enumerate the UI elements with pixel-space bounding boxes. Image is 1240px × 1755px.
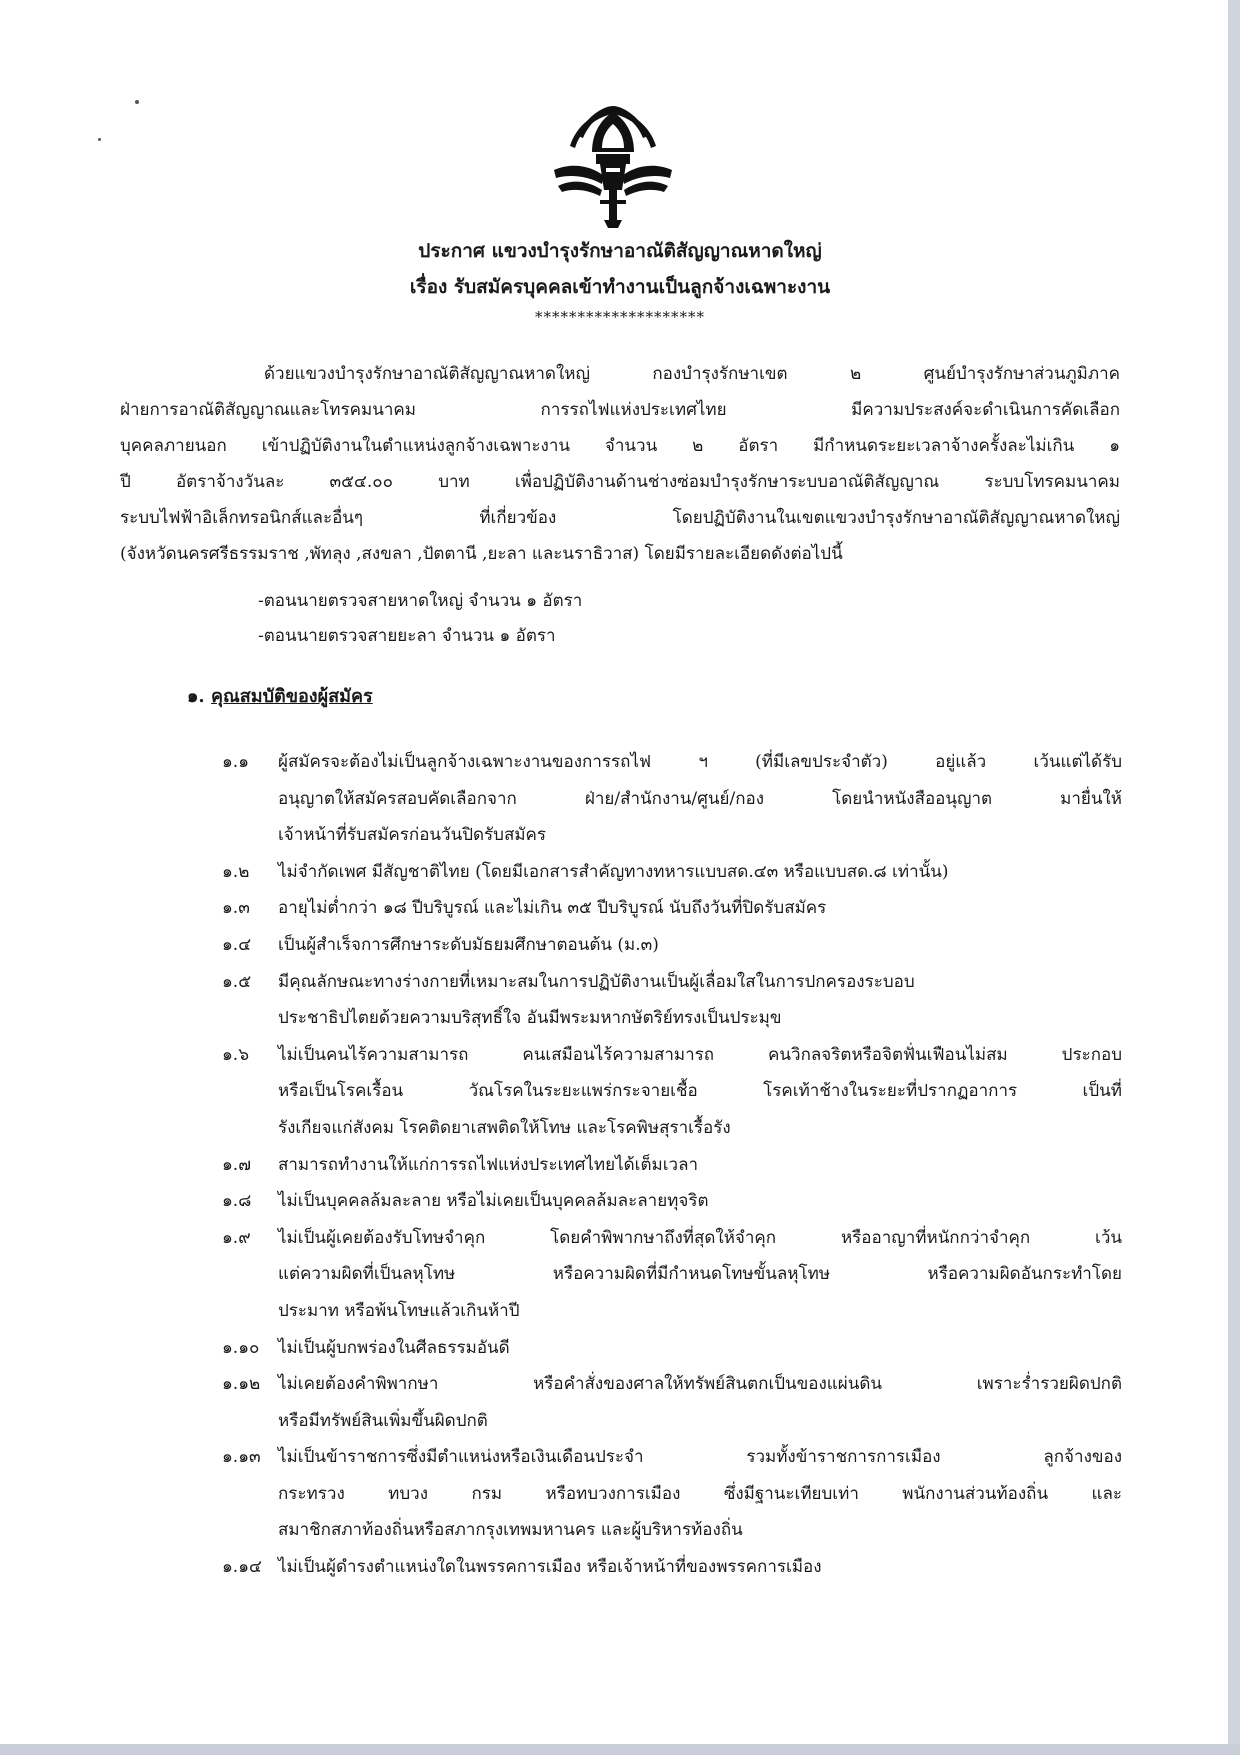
intro-line: ฝ่ายการอาณัติสัญญาณและโทรคมนาคม การรถไฟแห่งประเทศไทย มีความประสงค์จะดำเนินการคัดเลือก [120,400,1120,420]
item-number: ๑.๑๐ [222,1337,260,1358]
qualification-item [222,890,1122,927]
item-line: รังเกียจแก่สังคม โรคติดยาเสพติดให้โทษ และโรคพิษสุราเรื้อรัง [278,1117,731,1138]
scan-speck [135,100,139,104]
section-title: คุณสมบัติของผู้สมัคร [210,686,373,707]
item-line: ไม่เป็นข้าราชการซึ่งมีตำแหน่งหรือเงินเดือนประจำ รวมทั้งข้าราชการการเมือง ลูกจ้างของ [278,1447,1122,1468]
railway-emblem-icon [548,104,678,232]
item-number: ๑.๑๒ [222,1374,261,1395]
item-line: เป็นผู้สำเร็จการศึกษาระดับมัธยมศึกษาตอนต้น (ม.๓) [278,934,659,955]
item-line: แต่ความผิดที่เป็นลหุโทษ หรือความผิดที่มีกำหนดโทษขั้นลหุโทษ หรือความผิดอันกระทำโดย [278,1264,1122,1285]
item-line: ไม่เป็นคนไร้ความสามารถ คนเสมือนไร้ความสามารถ คนวิกลจริตหรือจิตฟั่นเฟือนไม่สม ประกอบ [278,1044,1122,1065]
item-number: ๑.๒ [222,861,250,882]
item-line: ไม่เป็นผู้เคยต้องรับโทษจำคุก โดยคำพิพากษาถึงที่สุดให้จำคุก หรืออาญาที่หนักกว่าจำคุก เว้น [278,1227,1122,1248]
item-line: เจ้าหน้าที่รับสมัครก่อนวันปิดรับสมัคร [278,825,547,846]
item-line: ประชาธิปไตยด้วยความบริสุทธิ์ใจ อันมีพระมหากษัตริย์ทรงเป็นประมุข [278,1008,782,1029]
qualification-item [222,1549,1122,1586]
intro-line: ด้วยแขวงบำรุงรักษาอาณัติสัญญาณหาดใหญ่ กองบำรุงรักษาเขต ๒ ศูนย์บำรุงรักษาส่วนภูมิภาค [264,364,1120,384]
position-item: -ตอนนายตรวจสายยะลา จำนวน ๑ อัตรา [258,626,556,646]
item-line: สมาชิกสภาท้องถิ่นหรือสภากรุงเทพมหานคร และผู้บริหารท้องถิ่น [278,1520,743,1541]
qualification-item [222,927,1122,964]
scan-speck [98,138,101,141]
qualification-item [222,1147,1122,1184]
item-line: หรือมีทรัพย์สินเพิ่มขึ้นผิดปกติ [278,1410,488,1431]
intro-line: (จังหวัดนครศรีธรรมราช ,พัทลุง ,สงขลา ,ปัตตานี ,ยะลา และนราธิวาส) โดยมีรายละเอียดดังต่อไปนี้ [120,544,843,564]
item-number: ๑.๔ [222,934,252,955]
item-line: ไม่เป็นผู้ดำรงตำแหน่งใดในพรรคการเมือง หรือเจ้าหน้าที่ของพรรคการเมือง [278,1557,822,1578]
qualification-item [222,854,1122,891]
item-number: ๑.๙ [222,1227,251,1248]
item-line: ผู้สมัครจะต้องไม่เป็นลูกจ้างเฉพาะงานของการรถไฟ ฯ (ที่มีเลขประจำตัว) อยู่แล้ว เว้นแต่ได้รับ [278,752,1122,772]
intro-line: ปี อัตราจ้างวันละ ๓๕๔.๐๐ บาท เพื่อปฏิบัติงานด้านช่างซ่อมบำรุงรักษาระบบอาณัติสัญญาณ ระบบโทรคมนาคม [120,472,1120,492]
section-heading [187,681,373,710]
item-number: ๑.๗ [222,1154,251,1175]
item-line: ไม่เคยต้องคำพิพากษา หรือคำสั่งของศาลให้ทรัพย์สินตกเป็นของแผ่นดิน เพราะร่ำรวยผิดปกติ [278,1374,1122,1395]
section-number: ๑. [187,686,205,707]
qualification-list [222,744,1122,1586]
title-separator: ******************** [535,308,705,326]
item-line: อนุญาตให้สมัครสอบคัดเลือกจาก ฝ่าย/สำนักงาน/ศูนย์/กอง โดยนำหนังสืออนุญาต มายื่นให้ [278,788,1122,809]
intro-line: ระบบไฟฟ้าอิเล็กทรอนิกส์และอื่นๆ ที่เกี่ยวข้อง โดยปฏิบัติงานในเขตแขวงบำรุงรักษาอาณัติสัญญาณหาดใหญ่ [120,508,1120,528]
qualification-item [222,1037,1122,1147]
qualification-item [222,1366,1122,1439]
item-line: อายุไม่ต่ำกว่า ๑๘ ปีบริบูรณ์ และไม่เกิน ๓๕ ปีบริบูรณ์ นับถึงวันที่ปิดรับสมัคร [278,898,827,919]
item-line: มีคุณลักษณะทางร่างกายที่เหมาะสมในการปฏิบัติงานเป็นผู้เลื่อมใสในการปกครองระบอบ [278,971,915,992]
intro-line: บุคคลภายนอก เข้าปฏิบัติงานในตำแหน่งลูกจ้างเฉพาะงาน จำนวน ๒ อัตรา มีกำหนดระยะเวลาจ้างครั้งละไม่เกิน ๑ [120,436,1120,456]
page-edge [1228,0,1240,1755]
announcement-subject: เรื่อง รับสมัครบุคคลเข้าทำงานเป็นลูกจ้างเฉพาะงาน [409,276,831,298]
item-number: ๑.๑๔ [222,1557,262,1578]
item-line: หรือเป็นโรคเรื้อน วัณโรคในระยะแพร่กระจายเชื้อ โรคเท้าช้างในระยะที่ปรากฏอาการ เป็นที่ [278,1081,1122,1102]
item-line: ไม่เป็นผู้บกพร่องในศีลธรรมอันดี [278,1337,510,1358]
position-item: -ตอนนายตรวจสายหาดใหญ่ จำนวน ๑ อัตรา [258,591,583,611]
qualification-item [222,964,1122,1037]
item-line: ไม่จำกัดเพศ มีสัญชาติไทย (โดยมีเอกสารสำคัญทางทหารแบบสด.๔๓ หรือแบบสด.๘ เท่านั้น) [278,861,949,882]
item-line: ประมาท หรือพ้นโทษแล้วเกินห้าปี [278,1300,520,1321]
item-number: ๑.๑ [222,752,249,772]
announcement-title: ประกาศ แขวงบำรุงรักษาอาณัติสัญญาณหาดใหญ่ [418,240,822,262]
page-edge [0,1744,1240,1755]
qualification-item [222,1439,1122,1549]
qualification-item [222,1220,1122,1330]
qualification-item [222,1183,1122,1220]
qualification-item [222,744,1122,854]
item-line: สามารถทำงานให้แก่การรถไฟแห่งประเทศไทยได้เต็มเวลา [278,1154,699,1175]
intro-paragraph [120,356,1120,572]
item-number: ๑.๓ [222,898,250,919]
item-line: ไม่เป็นบุคคลล้มละลาย หรือไม่เคยเป็นบุคคลล้มละลายทุจริต [278,1191,709,1212]
item-number: ๑.๑๓ [222,1447,261,1468]
qualification-item [222,1330,1122,1367]
item-number: ๑.๘ [222,1191,252,1212]
item-number: ๑.๖ [222,1044,249,1065]
item-line: กระทรวง ทบวง กรม หรือทบวงการเมือง ซึ่งมีฐานะเทียบเท่า พนักงานส่วนท้องถิ่น และ [278,1483,1122,1504]
item-number: ๑.๕ [222,971,252,992]
